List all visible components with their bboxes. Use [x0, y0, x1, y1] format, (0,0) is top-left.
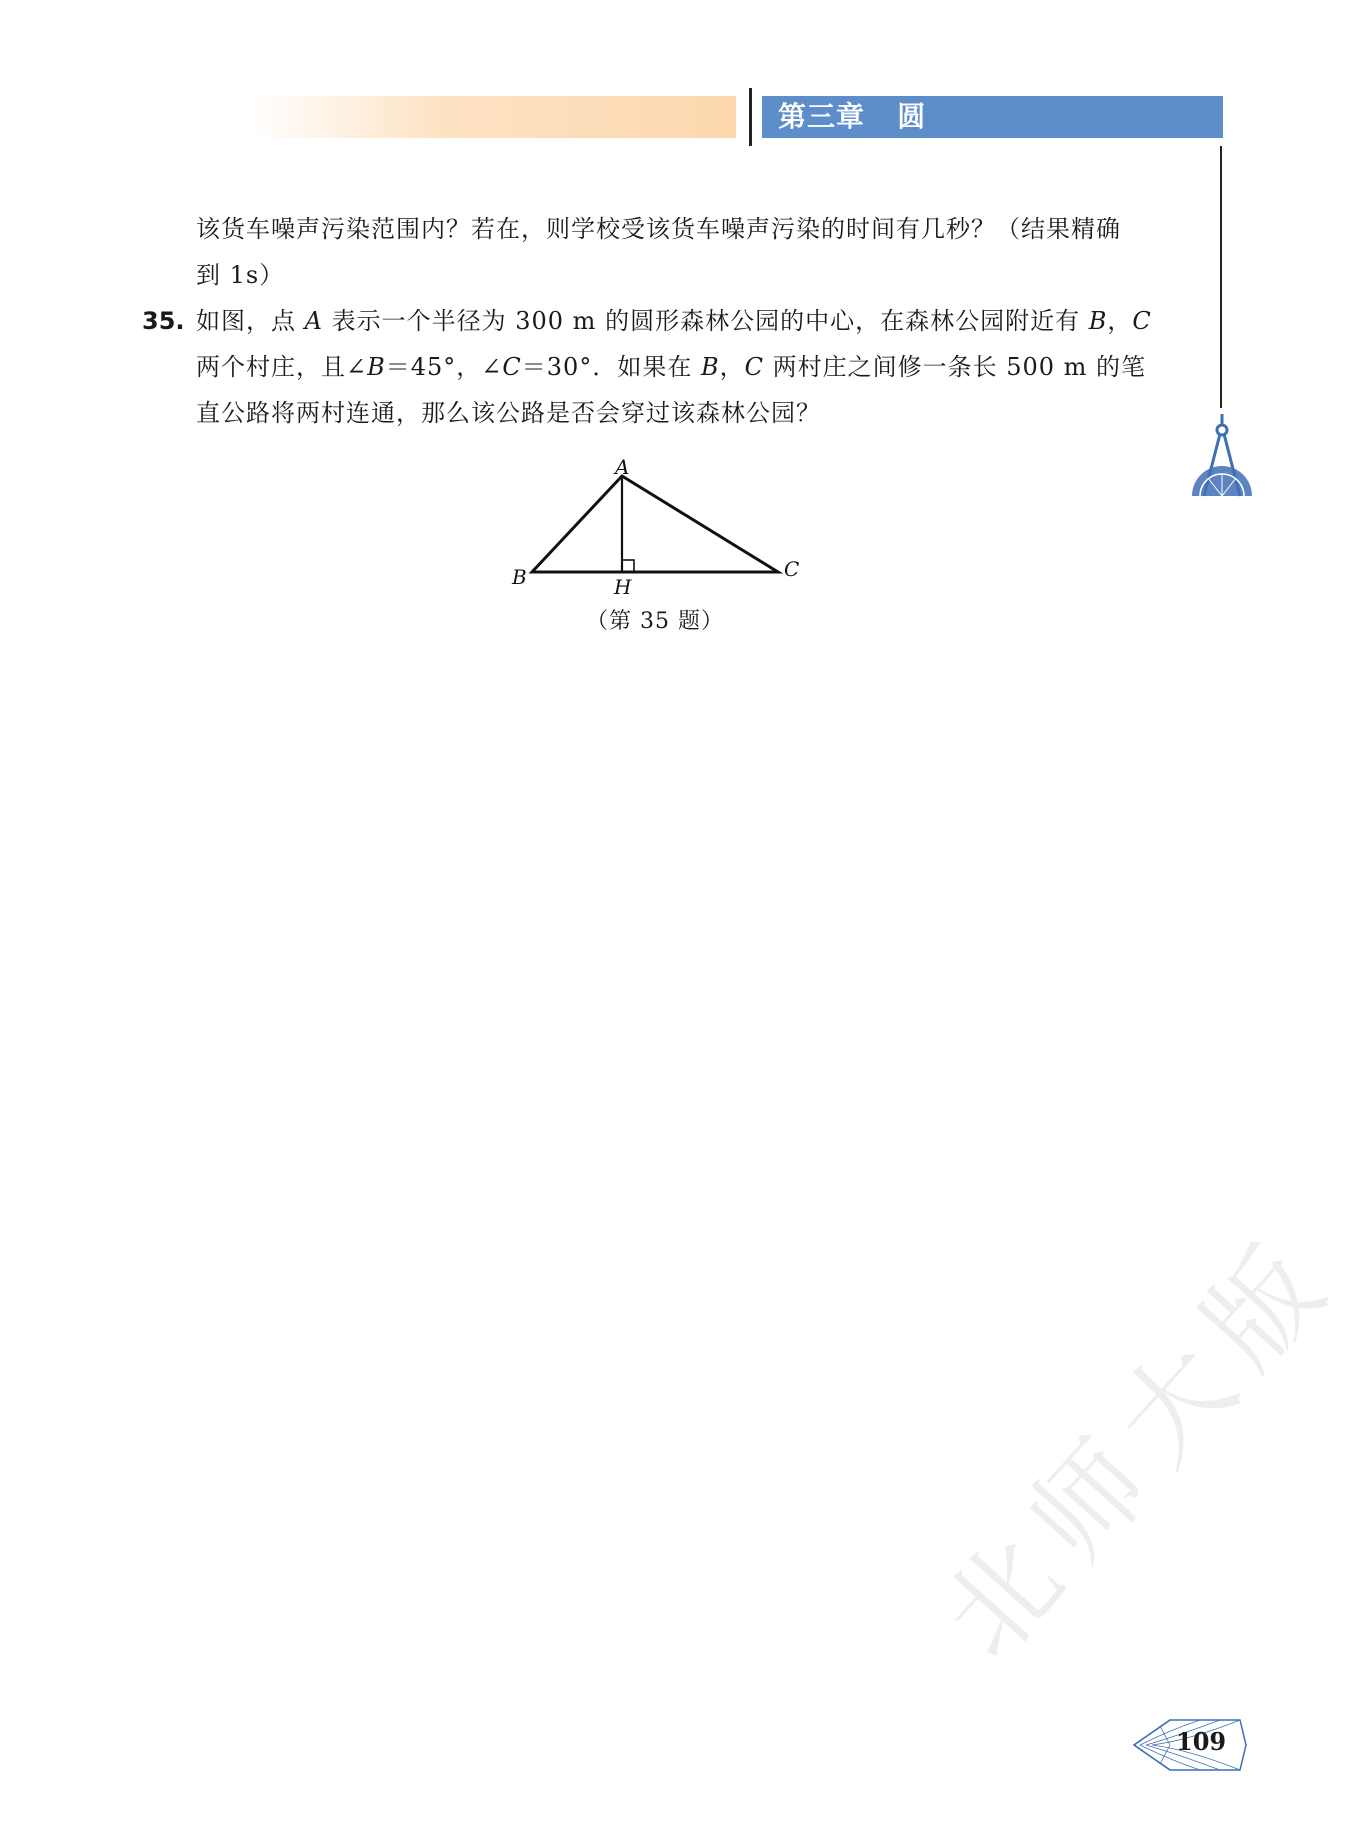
triangle-figure: [498, 454, 818, 599]
triangle-abc: [532, 476, 778, 572]
text-run: 两村庄之间修一条长 500 m 的笔: [763, 353, 1147, 381]
chapter-title: 第三章 圆: [778, 100, 927, 133]
label-h: H: [614, 575, 632, 599]
label-c: C: [784, 557, 800, 581]
label-b: B: [512, 565, 527, 589]
text-run: ，: [719, 353, 745, 381]
text-run: 表示一个半径为 300 m 的圆形森林公园的中心，在森林公园附近有: [322, 307, 1089, 335]
compass-protractor-icon: [1186, 414, 1258, 504]
var-c: C: [1132, 307, 1152, 335]
var-c: C: [744, 353, 764, 381]
question-number: 35.: [142, 307, 185, 335]
question-35-line-3: 直公路将两村连通，那么该公路是否会穿过该森林公园？: [196, 399, 821, 427]
var-b: B: [1088, 307, 1108, 335]
header-divider: [749, 88, 752, 146]
text-run: 两个村庄，且∠: [196, 353, 368, 381]
continued-question-line-1: 该货车噪声污染范围内？若在，则学校受该货车噪声污染的时间有几秒？（结果精确: [196, 215, 1121, 243]
text-run: ＝45°，∠: [385, 353, 503, 381]
var-b: B: [700, 353, 720, 381]
var-b: B: [367, 353, 386, 381]
text-run: ，: [1107, 307, 1133, 335]
text-run: 如图，点: [196, 307, 305, 335]
figure-caption: （第 35 题）: [586, 609, 724, 634]
label-a: A: [615, 455, 630, 479]
page-number: 109: [1176, 1727, 1227, 1756]
continued-question-line-2: 到 1s）: [196, 261, 285, 289]
var-a: A: [304, 307, 323, 335]
margin-rule: [1220, 146, 1222, 408]
text-run: ＝30°．如果在: [521, 353, 701, 381]
question-35-line-1: [196, 298, 1196, 344]
publisher-watermark: 北师大版: [917, 1209, 1361, 1682]
var-c: C: [502, 353, 522, 381]
right-angle-marker: [622, 560, 634, 572]
question-35-line-2: [196, 344, 1196, 390]
header-decoration-gradient: [250, 96, 736, 138]
